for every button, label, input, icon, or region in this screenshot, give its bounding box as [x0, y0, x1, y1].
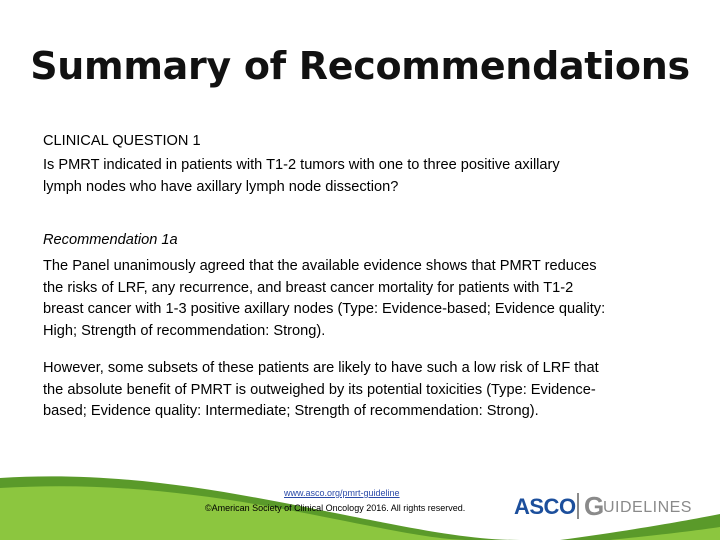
recommendation-line: High; Strength of recommendation: Strong). — [43, 322, 326, 339]
logo-g-text: G — [584, 491, 605, 521]
question-line: Is PMRT indicated in patients with T1-2 tumors with one to three positive axillary — [43, 157, 560, 173]
recommendation-line: The Panel unanimously agreed that the available evidence shows that PMRT reduces — [43, 258, 597, 274]
caveat-line: based; Evidence quality: Intermediate; Strength of recommendation: Strong). — [43, 403, 539, 419]
guideline-link[interactable]: www.asco.org/pmrt-guideline — [284, 488, 400, 498]
caveat-line: the absolute benefit of PMRT is outweighed by its potential toxicities (Type: Evidence- — [43, 381, 596, 398]
logo-asco-text: ASCO — [514, 494, 576, 519]
question-heading: CLINICAL QUESTION 1 — [43, 133, 201, 149]
recommendation-heading: Recommendation 1a — [43, 232, 178, 248]
question-line: lymph nodes who have axillary lymph node dissection? — [43, 178, 399, 195]
recommendation-line: breast cancer with 1-3 positive axillary nodes (Type: Evidence-based; Evidence quality: — [43, 301, 606, 317]
recommendation-line: the risks of LRF, any recurrence, and breast cancer mortality for patients with T1-2 — [43, 279, 574, 296]
copyright-text: ©American Society of Clinical Oncology 2016. All rights reserved. — [205, 503, 466, 513]
logo-guidelines-text: UIDELINES — [603, 499, 692, 516]
caveat-line: However, some subsets of these patients are likely to have such a low risk of LRF that — [43, 360, 599, 376]
logo-divider — [577, 493, 579, 519]
slide-title: Summary of Recommendations — [30, 44, 690, 88]
